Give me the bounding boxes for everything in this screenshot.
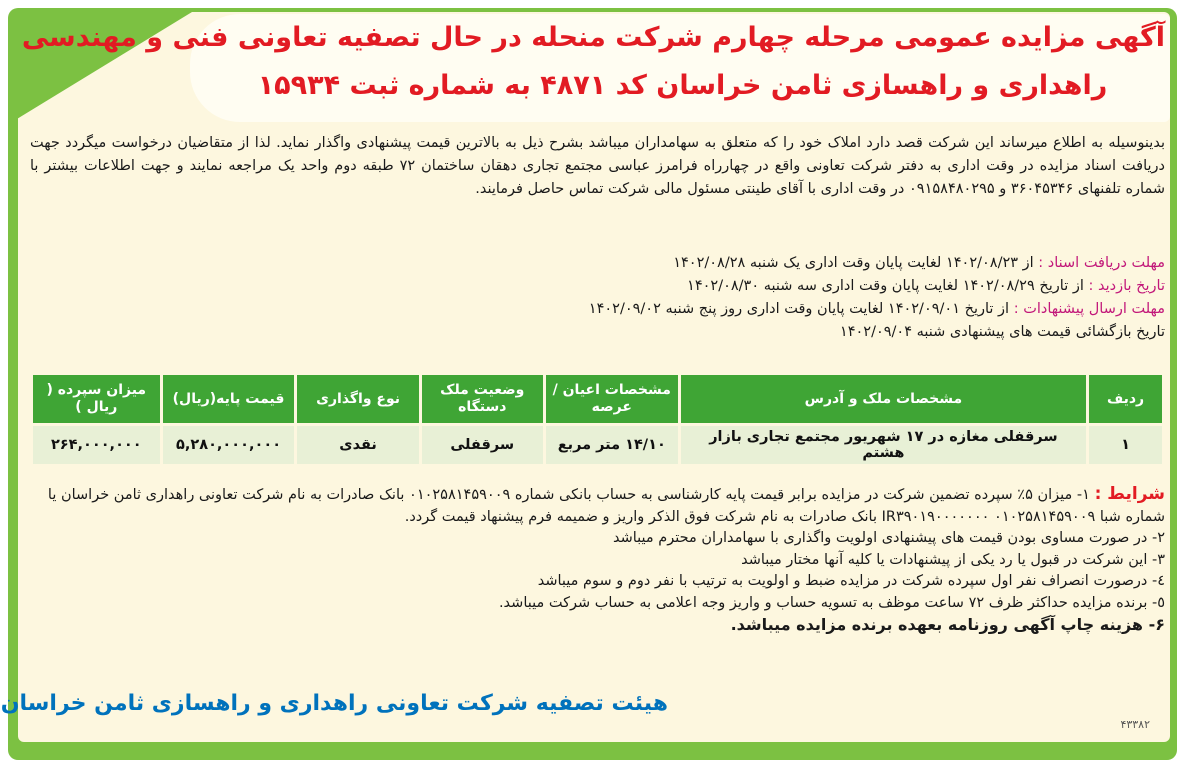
date-text: تاریخ بازگشائی قیمت های پیشنهادی شنبه ۱۴۰۲/۰۹/۰۴ bbox=[839, 324, 1165, 340]
header-row-number: ردیف bbox=[1089, 375, 1162, 423]
footer-signature: هیئت تصفیه شرکت تعاونی راهداری و راهسازی ثامن خراسان bbox=[0, 691, 668, 716]
date-label: مهلت ارسال پیشنهادات : bbox=[1013, 301, 1165, 317]
auction-table bbox=[30, 372, 1165, 467]
date-line bbox=[30, 252, 1165, 275]
title-line-2: راهداری و راهسازی ثامن خراسان کد ۴۸۷۱ به شماره ثبت ۱۵۹۳۴ bbox=[257, 70, 1108, 101]
term-text: ۱- میزان ۵٪ سپرده تضمین شرکت در مزایده برابر قیمت پایه کارشناسی به حساب بانکی شماره ۰۱۰۲۵۸۱۴۵۹۰۰۹ بانک صادرات به نام شرکت تعاونی راهداری ثامن خراسان یا شماره شبا ۰۱۰۲۵۸۱۴۵۹۰۰۹ IR۳۹۰۱۹۰۰۰۰۰۰۰ بانک صادرات به نام شرکت فوق الذکر واریز و ضمیمه فرم پیشنهاد قیمت گردد. bbox=[47, 487, 1165, 525]
dates-block bbox=[30, 252, 1165, 344]
header-property-address: مشخصات ملک و آدرس bbox=[681, 375, 1086, 423]
term-item: ۲- در صورت مساوی بودن قیمت های پیشنهادی اولویت واگذاری با سهامداران محترم میباشد bbox=[612, 530, 1165, 546]
cell-area: ۱۴/۱۰ متر مربع bbox=[546, 426, 678, 464]
date-text: از تاریخ ۱۴۰۲/۰۹/۰۱ لغایت پایان وقت اداری روز پنج شنبه ۱۴۰۲/۰۹/۰۲ bbox=[588, 301, 1010, 317]
term-item: ۶- هزینه چاپ آگهی روزنامه بعهده برنده مزایده میباشد. bbox=[730, 615, 1165, 634]
title-line-1: آگهی مزایده عمومی مرحله چهارم شرکت منحله در حال تصفیه تعاونی فنی و مهندسی bbox=[21, 22, 1165, 53]
cell-property-address: سرقفلی مغازه در ۱۷ شهریور مجتمع تجاری بازار هشتم bbox=[681, 426, 1086, 464]
term-item: ٥- برنده مزایده حداکثر ظرف ۷۲ ساعت موظف به تسویه حساب و واریز وجه اعلامی به حساب شرکت میباشد. bbox=[498, 594, 1165, 611]
table-row bbox=[33, 426, 1162, 464]
date-text: از ۱۴۰۲/۰۸/۲۳ لغایت پایان وقت اداری یک شنبه ۱۴۰۲/۰۸/۲۸ bbox=[673, 255, 1034, 271]
header-transfer-type: نوع واگذاری bbox=[297, 375, 418, 423]
terms-section bbox=[30, 484, 1165, 636]
date-line bbox=[30, 275, 1165, 298]
cell-base-price: ۵,۲۸۰,۰۰۰,۰۰۰ bbox=[163, 426, 295, 464]
intro-paragraph: بدینوسیله به اطلاع میرساند این شرکت قصد دارد املاک خود را که متعلق به سهامداران میباشد بشرح ذیل به بالاترین قیمت پیشنهادی واگذار نماید. لذا از متقاضیان درخواست میگردد جهت دریافت اسناد مزایده در وقت اداری به دفتر شرکت تعاونی واقع در چهارراه فرامرز عباسی مجتمع تجاری دهقان ساختمان ۷۲ طبقه دوم واحد یک مراجعه نمایند و جهت اطلاعات بیشتر با شماره تلفنهای ۳۶۰۴۵۳۴۶ و ۰۹۱۵۸۴۸۰۲۹۵ در وقت اداری با آقای طینتی مسئول مالی شرکت تماس حاصل فرمایند. bbox=[30, 135, 1165, 197]
terms-heading: شرایط : bbox=[1094, 484, 1165, 504]
cell-transfer-type: نقدی bbox=[297, 426, 418, 464]
table-header-row bbox=[33, 375, 1162, 423]
header-base-price: قیمت پایه(ریال) bbox=[163, 375, 295, 423]
date-line bbox=[30, 321, 1165, 344]
date-label: تاریخ بازدید : bbox=[1088, 278, 1165, 294]
date-text: از تاریخ ۱۴۰۲/۰۸/۲۹ لغایت پایان وقت اداری سه شنبه ۱۴۰۲/۰۸/۳۰ bbox=[687, 278, 1084, 294]
ad-code: ۴۳۳۸۲ bbox=[1120, 718, 1150, 731]
header-deposit: میزان سپرده ( ریال ) bbox=[33, 375, 160, 423]
term-item bbox=[30, 484, 1165, 528]
cell-row-number: ۱ bbox=[1089, 426, 1162, 464]
date-line bbox=[30, 298, 1165, 321]
ad-title bbox=[21, 16, 1165, 108]
date-label: مهلت دریافت اسناد : bbox=[1038, 255, 1165, 271]
term-item: ۳- این شرکت در قبول یا رد یکی از پیشنهادات یا کلیه آنها مختار میباشد bbox=[741, 551, 1165, 568]
header-area: مشخصات اعیان / عرصه bbox=[546, 375, 678, 423]
cell-property-status: سرقفلی bbox=[422, 426, 543, 464]
header-property-status: وضعیت ملک دستگاه bbox=[422, 375, 543, 423]
cell-deposit: ۲۶۴,۰۰۰,۰۰۰ bbox=[33, 426, 160, 464]
term-item: ٤- درصورت انصراف نفر اول سپرده شرکت در مزایده ضبط و اولویت به ترتیب با نفر دوم و سوم میباشد bbox=[537, 573, 1165, 589]
